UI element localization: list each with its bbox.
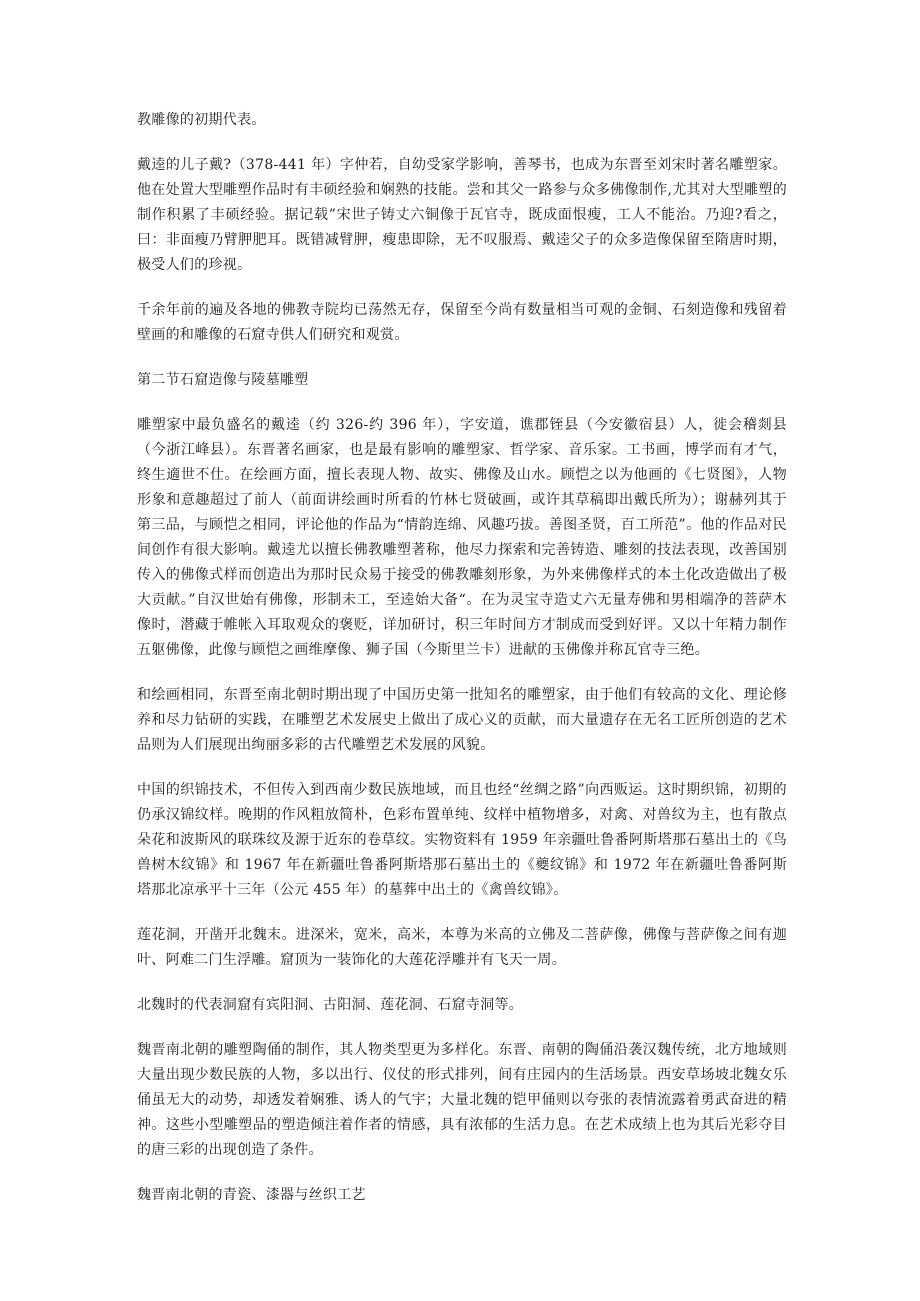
paragraph-dai-kui: 雕塑家中最负盛名的戴逵（约 326-约 396 年），字安道，谯郡铚县（今安徽宿县）人，徙会稽剡县（今浙江峰县）。东晋著名画家，也是最有影响的雕塑家、哲学家、音乐家。工书画，博学而有才气，终生適世不仕。在绘画方面，擅长表现人物、故实、佛像及山水。顾恺之以为他画的《七贤图》，人物形象和意趣超过了前人（前面讲绘画时所看的竹林七贤破画，或许其草稿即出戴氏所为）；谢赫列其于第三品，与顾恺之相同，评论他的作品为“情韵连绵、风趣巧拔。善图圣贤，百工所范”。他的作品对民间创作有很大影响。戴逵尤以擅长佛教雕塑著称，他尽力探索和完善铸造、雕刻的技法表现，改善国别传入的佛像式样而创造出为那时民众易于接受的佛教雕刻形象，为外来佛像样式的本土化改造做出了极大贡献。”自汉世始有佛像，形制未工，至逵始大备“。在为灵宝寺造丈六无量寿佛和男相端净的菩萨木像时，潜藏于帷帐入耳取观众的褒贬，详加研讨，积三年时间方才制成而受到好评。又以十年精力制作五躯佛像，此像与顾恺之画维摩像、狮子国（今斯里兰卡）进献的玉佛像并称瓦官寺三绝。 [137,417,787,658]
paragraph-intro-fragment: 教雕像的初期代表。 [137,112,266,128]
paragraph-brocade: 中国的织锦技术，不但传入到西南少数民族地域，而且也经“丝绸之路”向西贩运。这时期织锦，初期的仍承汉锦纹样。晚期的作风粗放简朴，色彩布置单纯、纹样中植物增多，对禽、对兽纹为主，也有散点朵花和波斯风的联珠纹及源于近东的卷草纹。实物资料有 1959 年亲疆吐鲁番阿斯塔那石墓出土的《鸟兽树木纹锦》和 1967 年在新疆吐鲁番阿斯塔那石墓出土的《夔纹锦》和 1972 年在新疆吐鲁番阿斯塔那北凉承平十三年（公元 455 年）的墓葬中出土的《禽兽纹锦》。 [137,782,787,898]
document-page [137,108,787,1230]
paragraph-dai-yong: 戴逵的儿子戴?（378-441 年）字仲若，自幼受家学影响，善琴书，也成为东晋至刘宋时著名雕塑家。他在处置大型雕塑作品时有丰硕经验和娴熟的技能。尝和其父一路参与众多佛像制作,尤其对大型雕塑的制作积累了丰硕经验。据记载”宋世子铸丈六铜像于瓦官寺，既成面恨瘦，工人不能治。乃迎?看之，曰：非面瘦乃臂胛肥耳。既错减臂胛，瘦患即除，无不叹服焉、戴逵父子的众多造像保留至隋唐时期，极受人们的珍视。 [137,157,787,273]
section-heading-grottoes: 第二节石窟造像与陵墓雕塑 [137,372,309,388]
paragraph-temples: 千余年前的遍及各地的佛教寺院均已荡然无存，保留至今尚有数量相当可观的金铜、石刻造像和残留着壁画的和雕像的石窟寺供人们研究和观赏。 [137,302,787,343]
paragraph-sculptors: 和绘画相同，东晋至南北朝时期出现了中国历史第一批知名的雕塑家，由于他们有较高的文化、理论修养和尽力钻研的实践，在雕塑艺术发展史上做出了成心义的贡献，而大量遗存在无名工匠所创造的艺术品则为人们展现出绚丽多彩的古代雕塑艺术发展的风貌。 [137,687,787,753]
paragraph-northern-wei-caves: 北魏时的代表洞窟有宾阳洞、古阳洞、莲花洞、石窟寺洞等。 [137,997,524,1013]
section-heading-crafts: 魏晋南北朝的青瓷、漆器与丝织工艺 [137,1187,366,1203]
paragraph-pottery-figurines: 魏晋南北朝的雕塑陶俑的制作，其人物类型更为多样化。东晋、南朝的陶俑沿袭汉魏传统，北方地域则大量出现少数民族的人物，多以出行、仪仗的形式排列，间有庄园内的生活场景。西安草场坡北魏女乐俑虽无大的动势，却透发着娴雅、诱人的气宇；大量北魏的铠甲俑则以夸张的表情流露着勇武奋进的精神。这些小型雕塑品的塑造倾注着作者的情感，具有浓郁的生活力息。在艺术成绩上也为其后光彩夺目的唐三彩的出现创造了条件。 [137,1042,787,1158]
paragraph-lotus-cave: 莲花洞，开凿开北魏末。进深米，宽米，高米，本尊为米高的立佛及二菩萨像，佛像与菩萨像之间有迦叶、阿难二门生浮雕。窟顶为一装饰化的大莲花浮雕并有飞天一周。 [137,927,787,968]
